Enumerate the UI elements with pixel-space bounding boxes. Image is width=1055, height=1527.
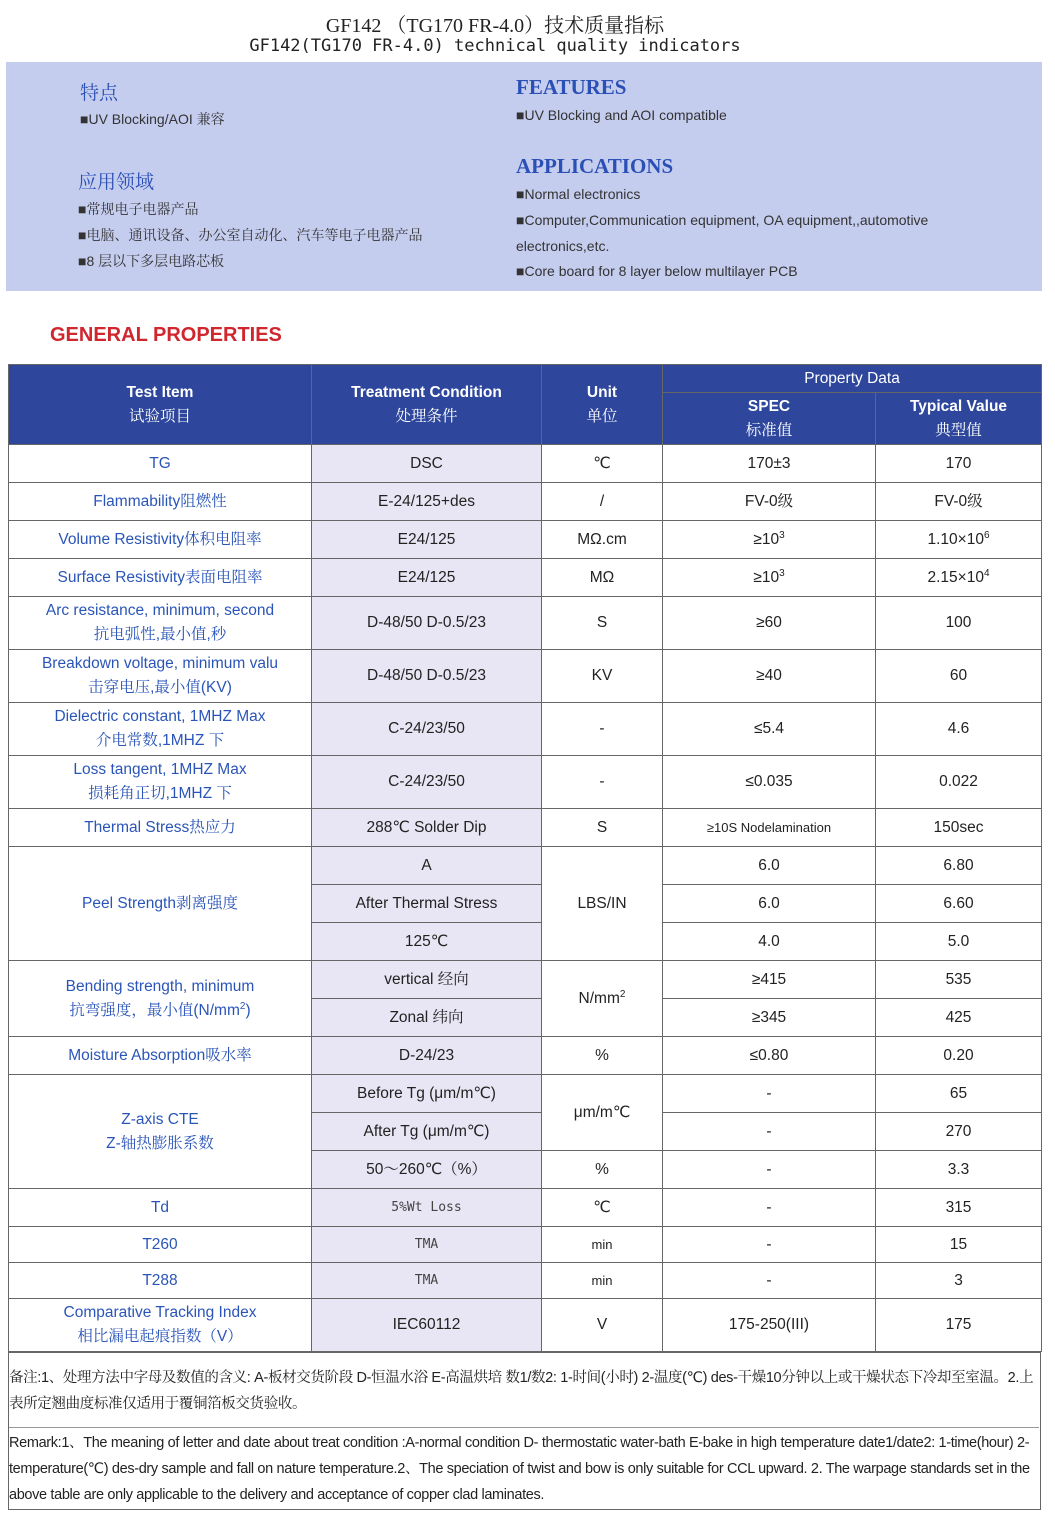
table-row — [9, 703, 1042, 756]
cell-condition: C-24/23/50 — [312, 703, 542, 756]
cell-unit: μm/m℃ — [542, 1075, 663, 1151]
applications-item-en: electronics,etc. — [516, 238, 610, 254]
cell-condition: 125℃ — [312, 923, 542, 961]
applications-heading-en: APPLICATIONS — [516, 154, 674, 178]
header-test-item: Test Item 试验项目 — [9, 365, 312, 445]
table-row — [9, 521, 1042, 559]
cell-typical: 425 — [876, 999, 1042, 1037]
cell-unit: / — [542, 483, 663, 521]
cell-typical: 170 — [876, 445, 1042, 483]
cell-unit: S — [542, 597, 663, 650]
cell-test-item: Td — [9, 1189, 312, 1227]
cell-test-item: T288 — [9, 1263, 312, 1299]
cell-typical: $1.10\times 10^6$ — [876, 521, 1042, 559]
features-heading-cn: 特点 — [80, 83, 119, 104]
cell-unit: S — [542, 809, 663, 847]
cell-spec: ≤0.035 — [663, 756, 876, 809]
cell-condition: Before Tg (μm/m℃) — [312, 1075, 542, 1113]
cell-spec: - — [663, 1075, 876, 1113]
cell-spec: $\ge 10^3$ — [663, 521, 876, 559]
remarks-en: Remark:1、The meaning of letter and date about treat condition :A-normal condition D- thermostatic water-bath E-bake in high temperature date1/date2: 1-time(hour) 2-temperature(℃) des-dry sample and fall on nature temperature.2、The speciation of twist and bow is only suitable for CCL upward. 2. The warpage standards set in the above table are only applicable to the delivery and acceptance of copper clad laminates. — [9, 1427, 1039, 1508]
cell-unit: V — [542, 1299, 663, 1352]
table-row — [9, 847, 1042, 885]
cell-test-item: Flammability阻燃性 — [9, 483, 312, 521]
cell-condition: 50～260℃（%） — [312, 1151, 542, 1189]
header-spec: SPEC 标准值 — [663, 393, 876, 445]
cell-typical: 535 — [876, 961, 1042, 999]
cell-typical: 0.20 — [876, 1037, 1042, 1075]
features-banner — [6, 62, 1042, 291]
cell-condition: Zonal 纬向 — [312, 999, 542, 1037]
cell-spec: 6.0 — [663, 885, 876, 923]
cell-test-item: Breakdown voltage, minimum valu 击穿电压,最小值(KV) — [9, 650, 312, 703]
document-title-en: GF142(TG170 FR-4.0) technical quality indicators — [249, 36, 741, 56]
cell-test-item: TG — [9, 445, 312, 483]
table-row — [9, 650, 1042, 703]
cell-typical: 65 — [876, 1075, 1042, 1113]
cell-spec: 170±3 — [663, 445, 876, 483]
cell-typical: 3 — [876, 1263, 1042, 1299]
cell-spec: ≥60 — [663, 597, 876, 650]
cell-unit: KV — [542, 650, 663, 703]
cell-test-item: Loss tangent, 1MHZ Max 损耗角正切,1MHZ 下 — [9, 756, 312, 809]
cell-condition: 288℃ Solder Dip — [312, 809, 542, 847]
remarks-cn: 备注:1、处理方法中字母及数值的含义: A-板材交货阶段 D-恒温水浴 E-高温烘培 数1/数2: 1-时间(小时) 2-温度(℃) des-干燥10分钟以上或干燥状态下冷却至室温。2.上表所定翘曲度标准仅适用于覆铜箔板交货验收。 — [9, 1370, 1034, 1412]
cell-typical: 100 — [876, 597, 1042, 650]
properties-table — [8, 364, 1042, 1352]
cell-condition: E24/125 — [312, 559, 542, 597]
cell-unit: - — [542, 703, 663, 756]
cell-test-item: Moisture Absorption吸水率 — [9, 1037, 312, 1075]
applications-item-en: ■Computer,Communication equipment, OA equipment,,automotive — [516, 212, 929, 228]
cell-condition: E-24/125+des — [312, 483, 542, 521]
features-item-en: ■UV Blocking and AOI compatible — [516, 107, 727, 123]
table-row — [9, 1227, 1042, 1263]
cell-condition: E24/125 — [312, 521, 542, 559]
cell-test-item: Volume Resistivity体积电阻率 — [9, 521, 312, 559]
cell-test-item: Comparative Tracking Index 相比漏电起痕指数（V） — [9, 1299, 312, 1352]
cell-spec: ≥415 — [663, 961, 876, 999]
cell-spec: ≤0.80 — [663, 1037, 876, 1075]
cell-unit: LBS/IN — [542, 847, 663, 961]
document-title-cn: GF142 （TG170 FR-4.0）技术质量指标 — [325, 15, 665, 37]
cell-typical: 315 — [876, 1189, 1042, 1227]
cell-condition: D-48/50 D-0.5/23 — [312, 650, 542, 703]
header-treatment-condition: Treatment Condition 处理条件 — [312, 365, 542, 445]
cell-condition: C-24/23/50 — [312, 756, 542, 809]
cell-spec: ≥40 — [663, 650, 876, 703]
applications-item-en: ■Normal electronics — [516, 186, 641, 202]
cell-test-item: Surface Resistivity表面电阻率 — [9, 559, 312, 597]
cell-condition: DSC — [312, 445, 542, 483]
cell-typical: 150sec — [876, 809, 1042, 847]
cell-condition: D-48/50 D-0.5/23 — [312, 597, 542, 650]
cell-test-item: Thermal Stress热应力 — [9, 809, 312, 847]
table-row — [9, 1189, 1042, 1227]
cell-spec: 175-250(III) — [663, 1299, 876, 1352]
cell-spec: FV-0级 — [663, 483, 876, 521]
applications-item-cn: ■电脑、通讯设备、办公室自动化、汽车等电子电器产品 — [78, 227, 423, 243]
cell-typical: 4.6 — [876, 703, 1042, 756]
cell-typical: 270 — [876, 1113, 1042, 1151]
cell-typical: $2.15\times 10^4$ — [876, 559, 1042, 597]
cell-spec: 6.0 — [663, 847, 876, 885]
header-typical: Typical Value 典型值 — [876, 393, 1042, 445]
table-row — [9, 756, 1042, 809]
cell-typical: 60 — [876, 650, 1042, 703]
cell-test-item: Bending strength, minimum 抗弯强度，最小值$(N/mm^2)$ — [9, 961, 312, 1037]
table-row — [9, 445, 1042, 483]
table-row — [9, 559, 1042, 597]
cell-test-item: Arc resistance, minimum, second 抗电弧性,最小值,秒 — [9, 597, 312, 650]
table-row — [9, 1037, 1042, 1075]
cell-typical: 0.022 — [876, 756, 1042, 809]
table-row — [9, 1299, 1042, 1352]
cell-spec: - — [663, 1113, 876, 1151]
cell-spec: ≤5.4 — [663, 703, 876, 756]
cell-unit: MΩ.cm — [542, 521, 663, 559]
table-row — [9, 1075, 1042, 1113]
table-row — [9, 809, 1042, 847]
cell-typical: 15 — [876, 1227, 1042, 1263]
cell-unit: - — [542, 756, 663, 809]
cell-test-item: Z-axis CTE Z-轴热膨胀系数 — [9, 1075, 312, 1189]
cell-spec: - — [663, 1227, 876, 1263]
cell-test-item: T260 — [9, 1227, 312, 1263]
cell-condition: D-24/23 — [312, 1037, 542, 1075]
cell-unit: ℃ — [542, 445, 663, 483]
cell-spec: - — [663, 1263, 876, 1299]
header-property-data: Property Data — [663, 365, 1042, 393]
cell-typical: FV-0级 — [876, 483, 1042, 521]
cell-condition: After Thermal Stress — [312, 885, 542, 923]
table-row — [9, 597, 1042, 650]
cell-spec: $\ge 10^3$ — [663, 559, 876, 597]
cell-unit: $N/mm^2$ — [542, 961, 663, 1037]
cell-spec: - — [663, 1151, 876, 1189]
cell-typical: 6.60 — [876, 885, 1042, 923]
cell-unit: min — [542, 1227, 663, 1263]
section-title: GENERAL PROPERTIES — [50, 324, 282, 346]
cell-test-item: Peel Strength剥离强度 — [9, 847, 312, 961]
cell-condition: After Tg (μm/m℃) — [312, 1113, 542, 1151]
cell-typical: 6.80 — [876, 847, 1042, 885]
table-row — [9, 483, 1042, 521]
cell-typical: 175 — [876, 1299, 1042, 1352]
applications-item-cn: ■常规电子电器产品 — [78, 201, 199, 217]
table-row — [9, 1263, 1042, 1299]
features-item-cn: ■UV Blocking/AOI 兼容 — [80, 111, 225, 127]
cell-test-item: Dielectric constant, 1MHZ Max 介电常数,1MHZ 下 — [9, 703, 312, 756]
table-row — [9, 961, 1042, 999]
cell-spec: ≥10S Nodelamination — [663, 809, 876, 847]
table-header-row — [9, 365, 1042, 393]
features-heading-en: FEATURES — [516, 75, 627, 99]
cell-spec: ≥345 — [663, 999, 876, 1037]
cell-spec: - — [663, 1189, 876, 1227]
applications-item-en: ■Core board for 8 layer below multilayer PCB — [516, 263, 798, 279]
cell-unit: % — [542, 1151, 663, 1189]
cell-unit: min — [542, 1263, 663, 1299]
cell-unit: MΩ — [542, 559, 663, 597]
cell-typical: 5.0 — [876, 923, 1042, 961]
cell-typical: 3.3 — [876, 1151, 1042, 1189]
cell-unit: ℃ — [542, 1189, 663, 1227]
cell-condition: TMA — [312, 1263, 542, 1299]
applications-heading-cn: 应用领域 — [78, 172, 155, 193]
applications-item-cn: ■8 层以下多层电路芯板 — [78, 253, 225, 269]
cell-condition: IEC60112 — [312, 1299, 542, 1352]
cell-condition: A — [312, 847, 542, 885]
header-unit: Unit 单位 — [542, 365, 663, 445]
cell-condition: 5%Wt Loss — [312, 1189, 542, 1227]
cell-unit: % — [542, 1037, 663, 1075]
remarks-box — [8, 1352, 1041, 1510]
cell-condition: vertical 经向 — [312, 961, 542, 999]
cell-condition: TMA — [312, 1227, 542, 1263]
cell-spec: 4.0 — [663, 923, 876, 961]
